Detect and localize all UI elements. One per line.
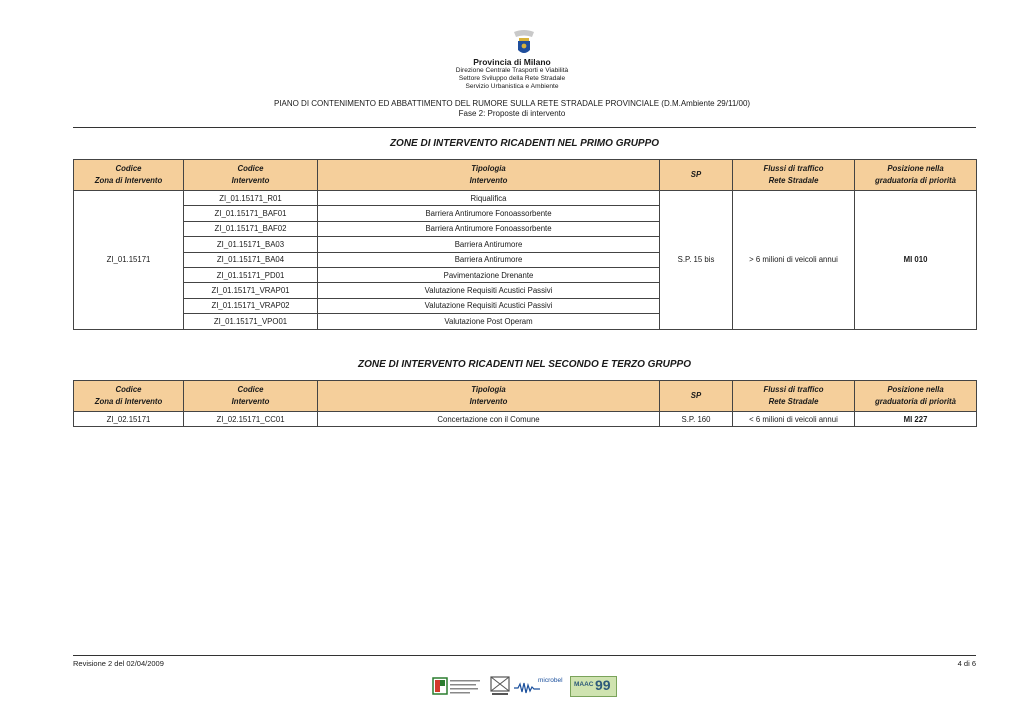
col-header-tipologia: Tipologia Intervento xyxy=(318,381,660,412)
maac-number: 99 xyxy=(595,677,611,693)
tipologia-cell: Valutazione Post Operam xyxy=(318,314,660,329)
col-header-codice: Codice Intervento xyxy=(184,381,318,412)
codice-cell: ZI_01.15171_BA03 xyxy=(184,237,318,252)
sp-cell: S.P. 15 bis xyxy=(660,191,733,330)
waveform-icon xyxy=(514,682,540,694)
zona-cell: ZI_02.15171 xyxy=(74,412,184,427)
department-line: Direzione Centrale Trasporti e Viabilità xyxy=(455,67,569,74)
flussi-cell: > 6 milioni di veicoli annui xyxy=(733,191,855,330)
revision-text: Revisione 2 del 02/04/2009 xyxy=(73,659,164,668)
codice-cell: ZI_02.15171_CC01 xyxy=(184,412,318,427)
tipologia-cell: Valutazione Requisiti Acustici Passivi xyxy=(318,298,660,313)
codice-cell: ZI_01.15171_VPO01 xyxy=(184,314,318,329)
microbel-logo xyxy=(514,676,566,696)
col-header-zona: Codice Zona di Intervento xyxy=(74,381,184,412)
header-divider xyxy=(73,127,976,128)
organization-name: Provincia di Milano xyxy=(473,57,551,67)
document-subtitle: Fase 2: Proposte di intervento xyxy=(458,109,566,118)
flussi-cell: < 6 milioni di veicoli annui xyxy=(733,412,855,427)
table-row xyxy=(74,191,977,206)
codice-cell: ZI_01.15171_BAF01 xyxy=(184,206,318,221)
posizione-cell: MI 227 xyxy=(855,412,977,427)
col-header-sp: SP xyxy=(660,160,733,191)
codice-cell: ZI_01.15171_BAF02 xyxy=(184,221,318,236)
codice-cell: ZI_01.15171_VRAP02 xyxy=(184,298,318,313)
table-header-row xyxy=(74,381,977,412)
col-header-zona: Codice Zona di Intervento xyxy=(74,160,184,191)
table-secondo-terzo-gruppo xyxy=(73,380,977,427)
document-title: PIANO DI CONTENIMENTO ED ABBATTIMENTO DEL RUMORE SULLA RETE STRADALE PROVINCIALE (D.M.Ambiente 29/11/00) xyxy=(273,99,751,108)
footer-divider xyxy=(73,655,976,656)
sp-cell: S.P. 160 xyxy=(660,412,733,427)
maac99-logo xyxy=(570,676,617,697)
section-title-secondo-terzo-gruppo: ZONE DI INTERVENTO RICADENTI NEL SECONDO E TERZO GRUPPO xyxy=(358,359,691,370)
department-line: Servizio Urbanistica e Ambiente xyxy=(465,83,559,90)
section-title-primo-gruppo: ZONE DI INTERVENTO RICADENTI NEL PRIMO GRUPPO xyxy=(389,138,660,149)
provincia-crest-icon xyxy=(511,29,537,57)
col-header-tipologia: Tipologia Intervento xyxy=(318,160,660,191)
table-header-row xyxy=(74,160,977,191)
zona-cell: ZI_01.15171 xyxy=(74,191,184,330)
provincia-footer-logo-icon xyxy=(432,676,484,696)
maac-text: MAAC xyxy=(574,681,594,688)
tipologia-cell: Concertazione con il Comune xyxy=(318,412,660,427)
col-header-posizione: Posizione nella graduatoria di priorità xyxy=(855,160,977,191)
microbel-text: microbel xyxy=(538,677,563,684)
codice-cell: ZI_01.15171_BA04 xyxy=(184,252,318,267)
tipologia-cell: Riqualifica xyxy=(318,191,660,206)
tipologia-cell: Barriera Antirumore xyxy=(318,237,660,252)
col-header-sp: SP xyxy=(660,381,733,412)
bicocca-logo-icon xyxy=(489,676,511,696)
codice-cell: ZI_01.15171_PD01 xyxy=(184,267,318,282)
table-row xyxy=(74,412,977,427)
tipologia-cell: Barriera Antirumore Fonoassorbente xyxy=(318,221,660,236)
codice-cell: ZI_01.15171_R01 xyxy=(184,191,318,206)
tipologia-cell: Barriera Antirumore xyxy=(318,252,660,267)
col-header-posizione: Posizione nella graduatoria di priorità xyxy=(855,381,977,412)
posizione-cell: MI 010 xyxy=(855,191,977,330)
table-primo-gruppo xyxy=(73,159,977,330)
tipologia-cell: Valutazione Requisiti Acustici Passivi xyxy=(318,283,660,298)
col-header-flussi: Flussi di traffico Rete Stradale xyxy=(733,160,855,191)
department-line: Settore Sviluppo della Rete Stradale xyxy=(458,75,566,82)
tipologia-cell: Pavimentazione Drenante xyxy=(318,267,660,282)
page-number: 4 di 6 xyxy=(957,659,976,668)
col-header-codice: Codice Intervento xyxy=(184,160,318,191)
codice-cell: ZI_01.15171_VRAP01 xyxy=(184,283,318,298)
tipologia-cell: Barriera Antirumore Fonoassorbente xyxy=(318,206,660,221)
col-header-flussi: Flussi di traffico Rete Stradale xyxy=(733,381,855,412)
